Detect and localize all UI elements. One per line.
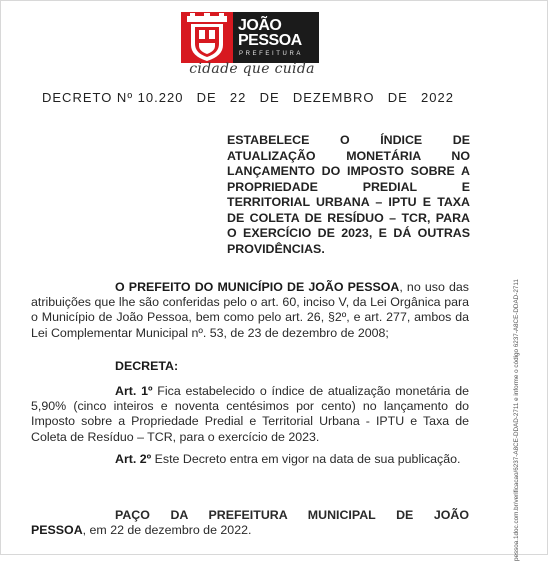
article-1-label: Art. 1º [115,384,153,398]
decreta-heading: DECRETA: [115,359,179,373]
article-2 [31,452,469,467]
verification-margin-note: pessoa.1doc.com.br/verificacao/6237-A8CE-DDAD-2711 e informe o código 6237-A8CE-DDAD-2711 [513,279,520,561]
closing-city: PESSOA [31,523,83,538]
logo-text-prefeitura: PREFEITURA [239,51,304,57]
preamble-paragraph [31,280,469,341]
preamble-authority: O PREFEITO DO MUNICÍPIO DE JOÃO PESSOA [115,280,400,294]
closing-date: , em 22 de dezembro de 2022. [82,523,252,538]
decree-day: 22 [229,90,247,105]
prefeitura-logo [181,12,319,63]
closing-heading: PAÇO DA PREFEITURA MUNICIPAL DE JOÃO [115,508,469,522]
logo-text-pessoa: PESSOA [238,32,302,49]
decree-de-3: DE [387,90,408,105]
article-1 [31,384,469,445]
decree-de-2: DE [259,90,280,105]
coat-of-arms-icon [181,12,233,63]
article-2-text: Este Decreto entra em vigor na data de sua publicação. [151,452,461,466]
decree-month: DEZEMBRO [292,90,375,105]
decree-year: 2022 [421,90,454,105]
logo-text-joao: JOÃO [238,17,282,34]
decree-number: DECRETO Nº 10.220 [42,90,184,105]
logo-wordmark [233,12,319,63]
decree-summary: ESTABELECE O ÍNDICE DE ATUALIZAÇÃO MONETÁRIA NO LANÇAMENTO DO IMPOSTO SOBRE A PROPRIEDADE PREDIAL E TERRITORIAL URBANA – IPTU E TAXA DE COLETA DE RESÍDUO – TCR, PARA O EXERCÍCIO DE 2023, E DÁ OUTRAS PROVIDÊNCIAS. [227,133,470,256]
article-2-label: Art. 2º [115,452,152,466]
closing-paragraph [31,508,469,538]
decree-title [42,90,454,105]
decree-de-1: DE [196,90,217,105]
slogan: cidade que cuida [189,61,315,77]
preamble-text: , no uso das atribuições que lhe são conferidas pelo o art. 60, inciso V, da Lei Orgânica para o Município de João Pessoa, bem como pelo art. 26, §2º, e art. 277, ambos da Lei Complementar Municipal nº. 53, de 23 de dezembro de 2008; [31,280,470,340]
article-1-text: Fica estabelecido o índice de atualização monetária de 5,90% (cinco inteiros e noventa centésimos por cento) no lançamento do Imposto sobre a Propriedade Predial e Territorial Urbana - IPTU e Taxa de Coleta de Resíduo – TCR, para o exercício de 2023. [31,384,469,444]
